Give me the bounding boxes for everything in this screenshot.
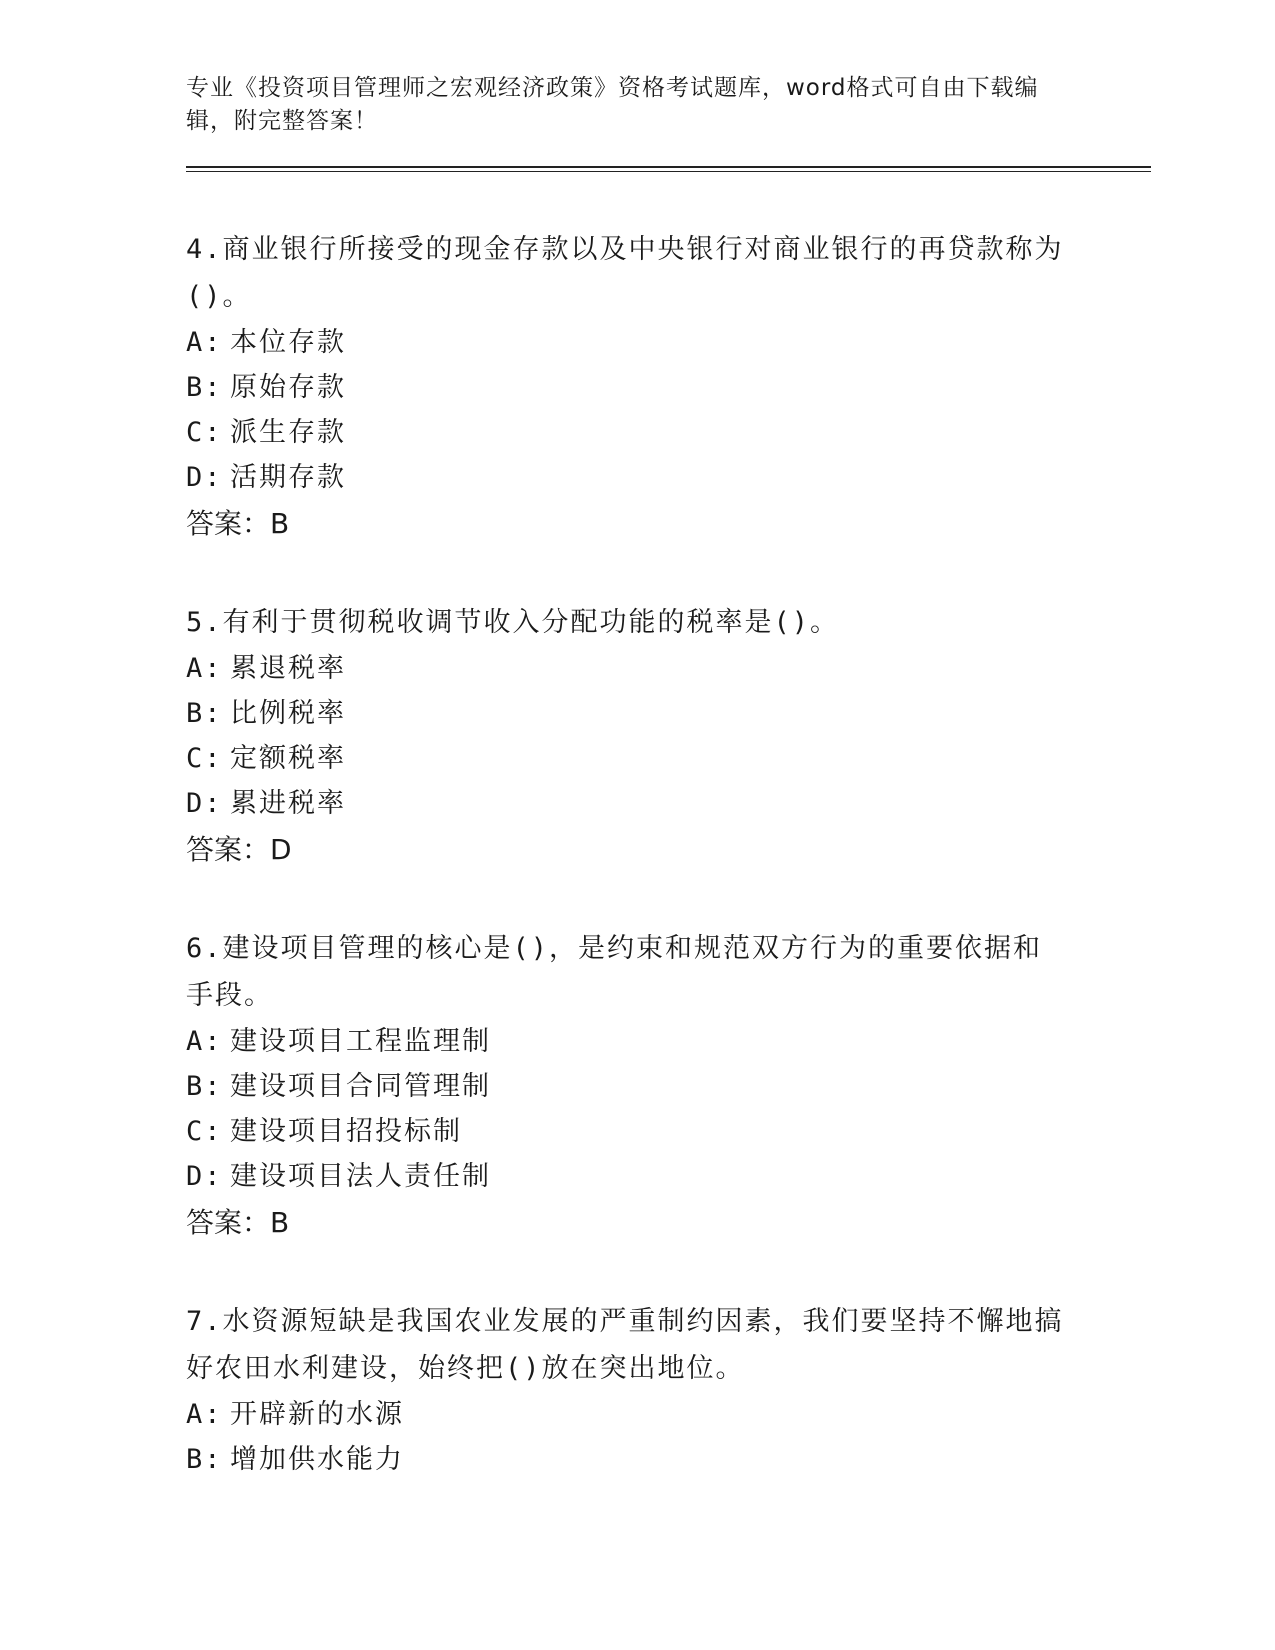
option-b	[186, 1437, 1146, 1482]
option-text: 派生存款	[230, 417, 346, 448]
option-letter: B:	[186, 698, 223, 729]
question-block	[186, 599, 1146, 873]
option-c	[186, 736, 1146, 781]
option-letter: C:	[186, 1116, 223, 1147]
option-text: 本位存款	[230, 327, 346, 358]
option-letter: B:	[186, 372, 223, 403]
question-stem: 5.有利于贯彻税收调节收入分配功能的税率是()。	[186, 607, 840, 638]
answer-line: 答案：B	[186, 507, 290, 540]
option-letter: B:	[186, 1071, 223, 1102]
question-block	[186, 226, 1146, 547]
option-letter: D:	[186, 788, 223, 819]
option-letter: B:	[186, 1444, 223, 1475]
option-text: 活期存款	[230, 462, 346, 493]
answer-line: 答案：D	[186, 833, 292, 866]
option-a	[186, 320, 1146, 365]
option-a	[186, 1392, 1146, 1437]
option-b	[186, 1064, 1146, 1109]
option-text: 增加供水能力	[230, 1444, 404, 1475]
option-text: 累进税率	[230, 788, 346, 819]
option-c	[186, 410, 1146, 455]
option-letter: D:	[186, 462, 223, 493]
option-b	[186, 691, 1146, 736]
option-text: 累退税率	[230, 653, 346, 684]
option-letter: C:	[186, 417, 223, 448]
option-text: 建设项目招投标制	[230, 1116, 462, 1147]
document-header: 专业《投资项目管理师之宏观经济政策》资格考试题库，word格式可自由下载编辑，附完整答案！	[186, 75, 1039, 134]
option-d	[186, 455, 1146, 500]
option-letter: C:	[186, 743, 223, 774]
option-letter: D:	[186, 1161, 223, 1192]
option-d	[186, 1154, 1146, 1199]
option-text: 定额税率	[230, 743, 346, 774]
option-text: 原始存款	[230, 372, 346, 403]
option-letter: A:	[186, 327, 223, 358]
option-letter: A:	[186, 653, 223, 684]
option-text: 建设项目合同管理制	[230, 1071, 491, 1102]
option-d	[186, 781, 1146, 826]
question-block	[186, 1298, 1146, 1482]
question-block	[186, 925, 1146, 1246]
question-stem: 4.商业银行所接受的现金存款以及中央银行对商业银行的再贷款称为()。	[186, 234, 1064, 312]
option-text: 建设项目法人责任制	[230, 1161, 491, 1192]
option-a	[186, 1019, 1146, 1064]
option-b	[186, 365, 1146, 410]
question-stem: 6.建设项目管理的核心是()，是约束和规范双方行为的重要依据和手段。	[186, 933, 1043, 1011]
option-letter: A:	[186, 1399, 223, 1430]
question-stem: 7.水资源短缺是我国农业发展的严重制约因素，我们要坚持不懈地搞好农田水利建设，始终把()放在突出地位。	[186, 1306, 1064, 1384]
option-a	[186, 646, 1146, 691]
option-text: 比例税率	[230, 698, 346, 729]
option-text: 开辟新的水源	[230, 1399, 404, 1430]
answer-line: 答案：B	[186, 1206, 290, 1239]
option-text: 建设项目工程监理制	[230, 1026, 491, 1057]
header-divider	[186, 166, 1151, 172]
document-page	[186, 72, 1146, 1482]
option-letter: A:	[186, 1026, 223, 1057]
option-c	[186, 1109, 1146, 1154]
